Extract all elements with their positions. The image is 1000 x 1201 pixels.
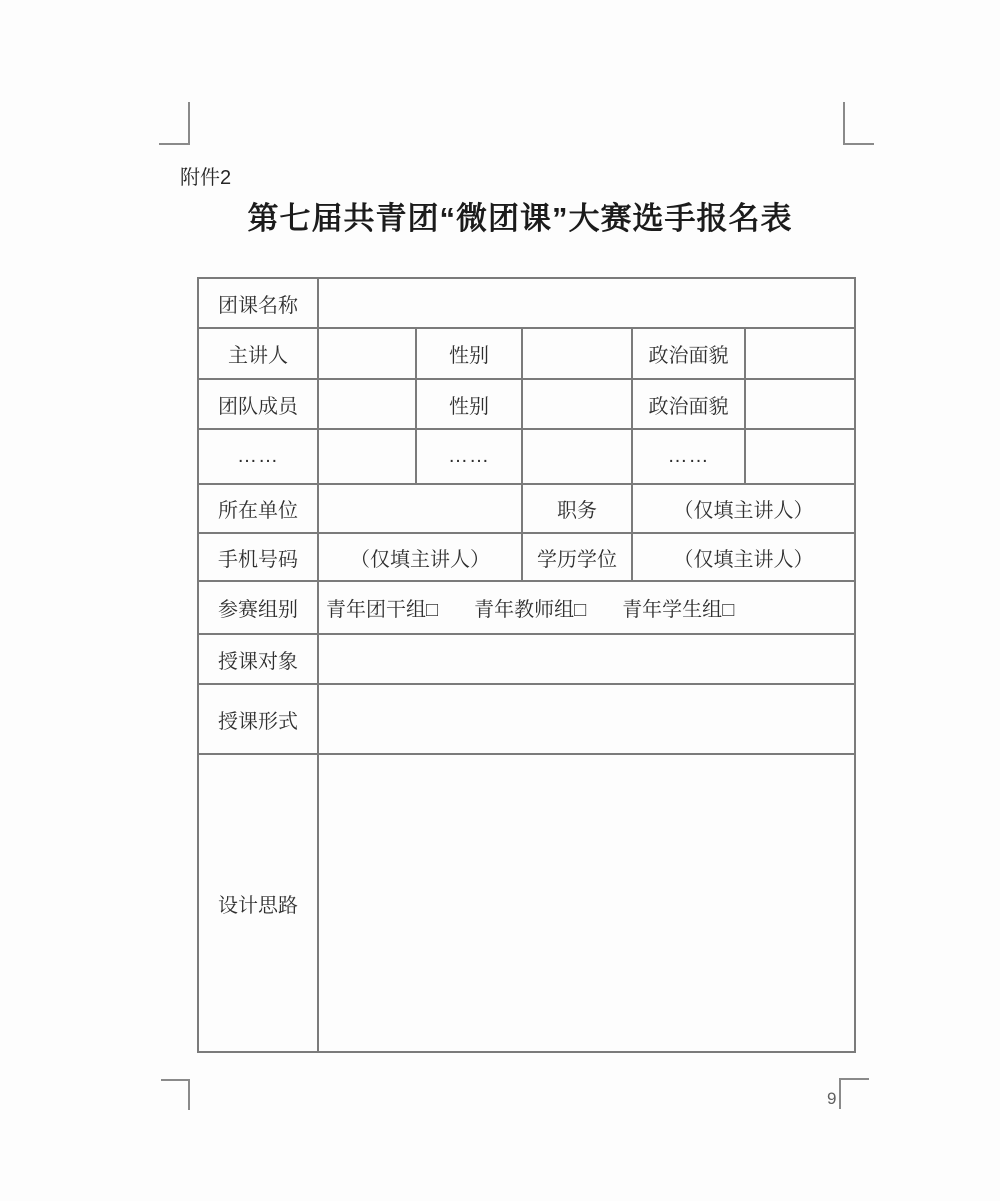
group-option-label: 青年学生组 xyxy=(622,599,723,621)
row-course-name xyxy=(198,278,855,328)
group-option-youth-cadre[interactable] xyxy=(326,593,438,622)
audience-input[interactable] xyxy=(318,634,855,684)
row-team-member xyxy=(198,379,855,429)
team-member-gender-input[interactable] xyxy=(522,379,632,429)
speaker-gender-input[interactable] xyxy=(522,328,632,379)
team-member-label: 团队成员 xyxy=(198,379,318,429)
checkbox-icon[interactable]: □ xyxy=(722,599,735,621)
attachment-label: 附件2 xyxy=(180,167,232,189)
row-design-idea xyxy=(198,754,855,1052)
duty-label: 职务 xyxy=(522,484,632,533)
work-unit-label: 所在单位 xyxy=(198,484,318,533)
degree-label: 学历学位 xyxy=(522,533,632,581)
course-name-input[interactable] xyxy=(318,278,855,328)
format-input[interactable] xyxy=(318,684,855,754)
row-speaker xyxy=(198,328,855,379)
crop-mark-bottom-left xyxy=(161,1079,190,1110)
speaker-label: 主讲人 xyxy=(198,328,318,379)
mobile-note: （仅填主讲人） xyxy=(318,533,522,581)
format-label: 授课形式 xyxy=(198,684,318,754)
more-members-politics-input[interactable] xyxy=(745,429,855,484)
row-audience xyxy=(198,634,855,684)
design-idea-input[interactable] xyxy=(318,754,855,1052)
duty-note: （仅填主讲人） xyxy=(632,484,855,533)
registration-table xyxy=(197,277,856,1053)
team-member-politics-input[interactable] xyxy=(745,379,855,429)
group-options xyxy=(319,593,854,622)
team-member-gender-label: 性别 xyxy=(416,379,522,429)
more-members-ellipsis: …… xyxy=(198,429,318,484)
speaker-politics-label: 政治面貌 xyxy=(632,328,745,379)
group-option-label: 青年教师组 xyxy=(474,599,575,621)
page-title: 第七届共青团“微团课”大赛选手报名表 xyxy=(247,201,793,236)
crop-mark-bottom-right xyxy=(839,1078,869,1109)
audience-label: 授课对象 xyxy=(198,634,318,684)
speaker-gender-label: 性别 xyxy=(416,328,522,379)
page-number: 9 xyxy=(827,1089,837,1108)
degree-note: （仅填主讲人） xyxy=(632,533,855,581)
row-format xyxy=(198,684,855,754)
group-option-youth-student[interactable] xyxy=(622,593,734,622)
more-members-gender-ellipsis: …… xyxy=(416,429,522,484)
more-members-name-input[interactable] xyxy=(318,429,416,484)
more-members-politics-ellipsis: …… xyxy=(632,429,745,484)
checkbox-icon[interactable]: □ xyxy=(426,599,439,621)
row-competition-group xyxy=(198,581,855,634)
speaker-name-input[interactable] xyxy=(318,328,416,379)
work-unit-input[interactable] xyxy=(318,484,522,533)
row-more-members xyxy=(198,429,855,484)
row-work-unit xyxy=(198,484,855,533)
more-members-gender-input[interactable] xyxy=(522,429,632,484)
crop-mark-top-left xyxy=(159,102,190,145)
group-option-youth-teacher[interactable] xyxy=(474,593,586,622)
row-mobile xyxy=(198,533,855,581)
speaker-politics-input[interactable] xyxy=(745,328,855,379)
mobile-label: 手机号码 xyxy=(198,533,318,581)
competition-group-label: 参赛组别 xyxy=(198,581,318,634)
group-option-label: 青年团干组 xyxy=(326,599,426,621)
crop-mark-top-right xyxy=(843,102,874,145)
design-idea-label: 设计思路 xyxy=(198,754,318,1052)
checkbox-icon[interactable]: □ xyxy=(574,599,587,621)
team-member-politics-label: 政治面貌 xyxy=(632,379,745,429)
course-name-label: 团课名称 xyxy=(198,278,318,328)
team-member-name-input[interactable] xyxy=(318,379,416,429)
